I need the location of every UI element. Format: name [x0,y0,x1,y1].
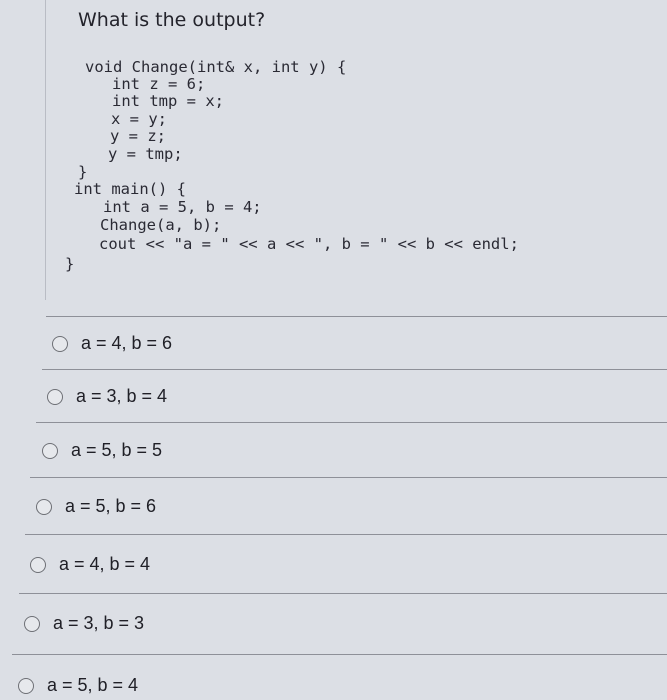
answer-option[interactable] [30,554,150,575]
code-line-5: y = z; [110,127,166,145]
radio-button[interactable] [24,616,40,632]
question-left-border [45,0,46,300]
code-line-6: y = tmp; [108,145,183,163]
radio-button[interactable] [47,389,63,405]
divider [30,477,667,478]
radio-button[interactable] [36,499,52,515]
answer-option-label: a = 5, b = 4 [47,675,139,695]
answer-option[interactable] [47,386,167,407]
code-line-3: int tmp = x; [112,92,224,110]
answer-option-label: a = 5, b = 5 [71,440,163,460]
radio-button[interactable] [42,443,58,459]
divider [46,316,667,317]
divider [42,369,667,370]
radio-button[interactable] [18,678,34,694]
answer-option[interactable] [18,675,138,696]
answer-option-label: a = 4, b = 6 [81,333,173,353]
divider [12,654,667,655]
answer-option-label: a = 4, b = 4 [59,554,151,574]
answer-option[interactable] [52,333,172,354]
code-line-9: int a = 5, b = 4; [103,198,262,216]
code-line-10: Change(a, b); [100,216,222,234]
answer-option[interactable] [42,440,162,461]
code-line-8: int main() { [74,180,186,198]
code-line-7: } [78,163,88,181]
answer-option-label: a = 5, b = 6 [65,496,157,516]
answer-option[interactable] [24,613,144,634]
code-line-12: } [65,255,75,273]
code-line-2: int z = 6; [112,75,206,93]
code-line-4: x = y; [111,110,167,128]
divider [25,534,667,535]
divider [36,422,667,423]
code-line-11: cout << "a = " << a << ", b = " << b << endl; [99,235,519,253]
answer-option[interactable] [36,496,156,517]
answer-option-label: a = 3, b = 4 [76,386,168,406]
radio-button[interactable] [52,336,68,352]
divider [19,593,667,594]
answer-option-label: a = 3, b = 3 [53,613,145,633]
question-text: What is the output? [78,9,266,31]
code-line-1: void Change(int& x, int y) { [85,58,347,76]
radio-button[interactable] [30,557,46,573]
